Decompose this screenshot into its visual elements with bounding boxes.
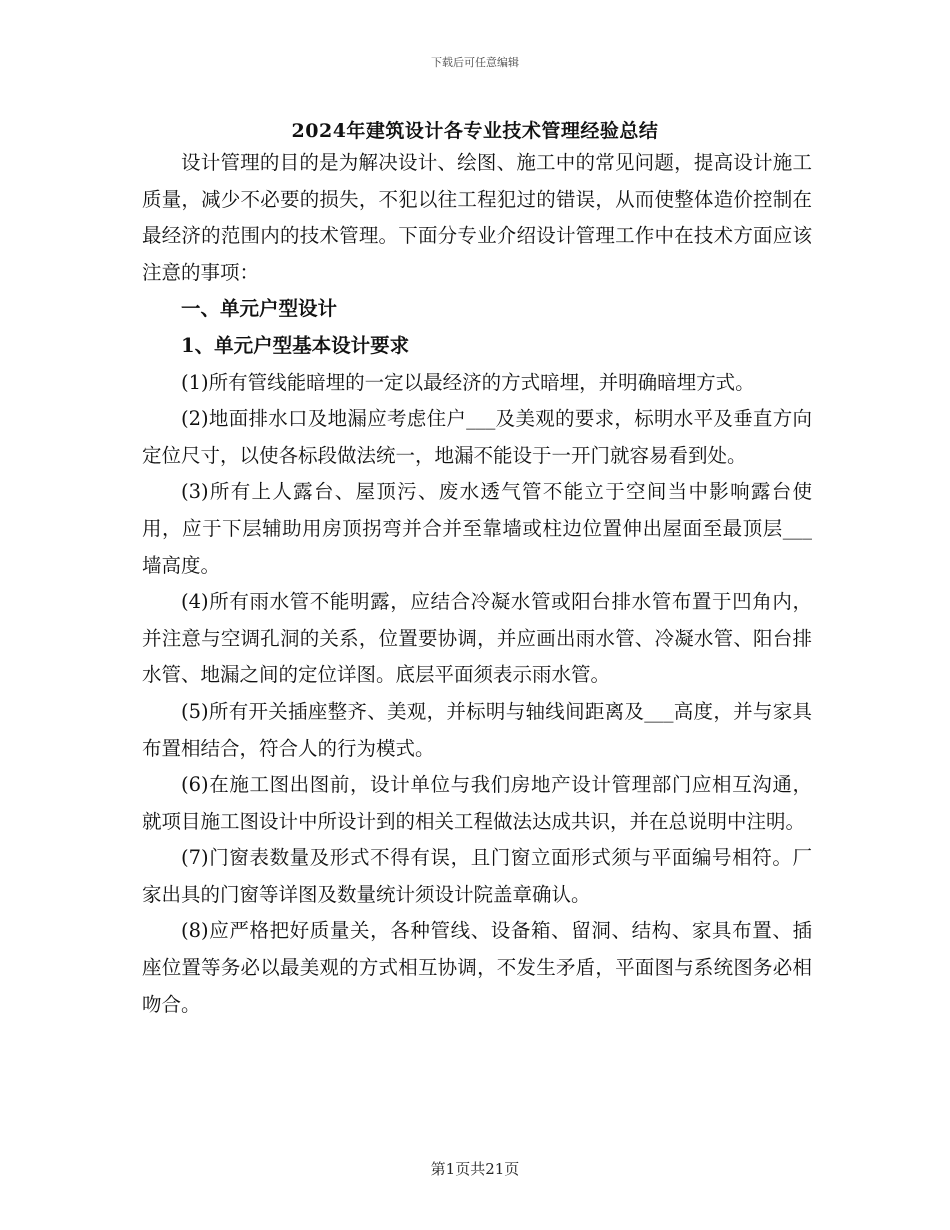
paragraph-item-5: (5)所有开关插座整齐、美观，并标明与轴线间距离及___高度，并与家具布置相结合，符合人的行为模式。: [142, 699, 812, 760]
document-title: 2024年建筑设计各专业技术管理经验总结: [291, 120, 659, 142]
page-number: 第1页共21页: [430, 1160, 520, 1178]
subsection-heading: 1、单元户型基本设计要求: [181, 333, 410, 357]
paragraph-item-1: (1)所有管线能暗埋的一定以最经济的方式暗埋，并明确暗埋方式。: [181, 370, 755, 394]
paragraph-item-2: (2)地面排水口及地漏应考虑住户___及美观的要求，标明水平及垂直方向定位尺寸，以使各标段做法统一，地漏不能设于一开门就容易看到处。: [142, 407, 812, 467]
paragraph-intro: 设计管理的目的是为解决设计、绘图、施工中的常见问题，提高设计施工质量，减少不必要的损失，不犯以往工程犯过的错误，从而使整体造价控制在最经济的范围内的技术管理。下面分专业介绍设计管理工作中在技术方面应该注意的事项：: [142, 151, 812, 284]
paragraph-item-3: (3)所有上人露台、屋顶污、废水透气管不能立于空间当中影响露台使用，应于下层辅助用房顶拐弯并合并至靠墙或柱边位置伸出屋面至最顶层___墙高度。: [142, 480, 812, 577]
header-note: 下载后可任意编辑: [431, 56, 519, 69]
paragraph-item-7: (7)门窗表数量及形式不得有误，且门窗立面形式须与平面编号相符。厂家出具的门窗等详图及数量统计须设计院盖章确认。: [142, 846, 812, 906]
paragraph-item-4: (4)所有雨水管不能明露，应结合冷凝水管或阳台排水管布置于凹角内，并注意与空调孔洞的关系，位置要协调，并应画出雨水管、冷凝水管、阳台排水管、地漏之间的定位详图。底层平面须表示雨水管。: [142, 590, 812, 687]
document-body: [142, 145, 812, 1023]
paragraph-item-6: (6)在施工图出图前，设计单位与我们房地产设计管理部门应相互沟通，就项目施工图设计中所设计到的相关工程做法达成共识，并在总说明中注明。: [142, 773, 812, 833]
paragraph-item-8: (8)应严格把好质量关，各种管线、设备箱、留洞、结构、家具布置、插座位置等务必以最美观的方式相互协调，不发生矛盾，平面图与系统图务必相吻合。: [142, 919, 812, 1016]
section-heading: 一、单元户型设计: [181, 297, 338, 321]
